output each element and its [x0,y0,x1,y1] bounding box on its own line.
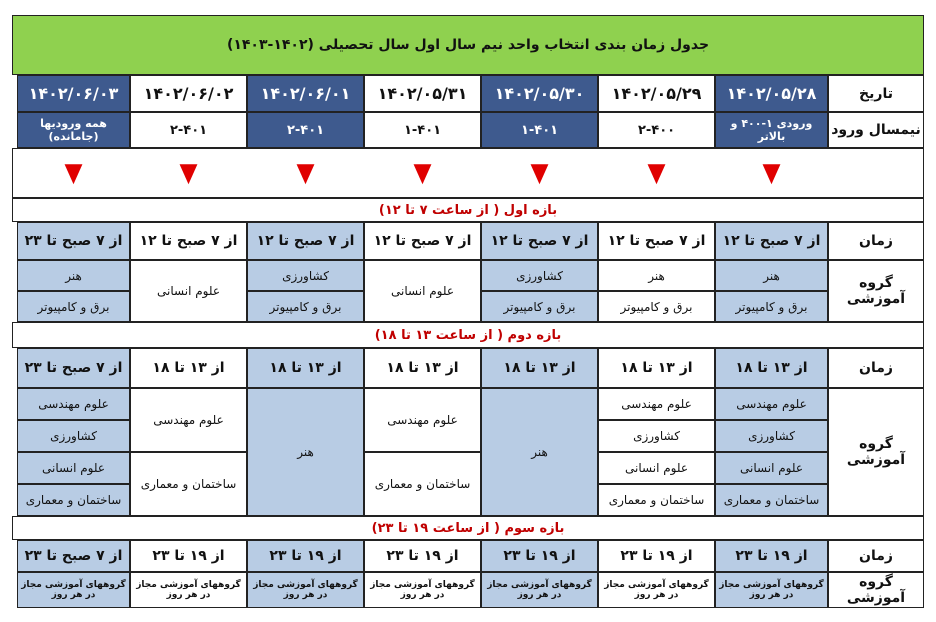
group-item: کشاورزی [598,420,715,452]
row-label-time: زمان [828,540,924,572]
group-item: کشاورزی [481,260,598,291]
group-item: گروههای آموزشی مجاز در هر روز [130,572,247,608]
group-item: برق و کامپیوتر [715,291,828,322]
group-item: ساختمان و معماری [130,452,247,516]
group-item: علوم انسانی [598,452,715,484]
time-cell: از ۱۳ تا ۱۸ [715,348,828,388]
time-cell: از ۱۳ تا ۱۸ [364,348,481,388]
group-item: علوم انسانی [17,452,130,484]
group-item: علوم مهندسی [715,388,828,420]
time-cell: از ۷ صبح تا ۱۲ [130,222,247,260]
group-item: هنر [481,388,598,516]
time-cell: از ۱۹ تا ۲۳ [247,540,364,572]
group-item: ساختمان و معماری [364,452,481,516]
group-item: علوم مهندسی [130,388,247,452]
time-cell: از ۱۹ تا ۲۳ [715,540,828,572]
entry-cell: ۱-۴۰۱ [364,112,481,148]
group-item: برق و کامپیوتر [481,291,598,322]
date-cell: ۱۴۰۲/۰۵/۳۰ [481,75,598,112]
row-label-group: گروه آموزشی [828,388,924,516]
time-cell: از ۱۳ تا ۱۸ [130,348,247,388]
group-item: گروههای آموزشی مجاز در هر روز [481,572,598,608]
time-cell: از ۱۳ تا ۱۸ [481,348,598,388]
entry-cell: ورودی ۱-۴۰۰ و بالاتر [715,112,828,148]
group-item: برق و کامپیوتر [247,291,364,322]
down-arrow-icon: ▼ [413,158,432,188]
group-item: علوم مهندسی [598,388,715,420]
band1-title: بازه اول ( از ساعت ۷ تا ۱۲) [12,198,924,222]
group-item: ساختمان و معماری [17,484,130,516]
group-item: گروههای آموزشی مجاز در هر روز [364,572,481,608]
row-label-time: زمان [828,222,924,260]
band2-title: بازه دوم ( از ساعت ۱۳ تا ۱۸) [12,322,924,348]
time-cell: از ۷ صبح تا ۱۲ [364,222,481,260]
time-cell: از ۱۳ تا ۱۸ [598,348,715,388]
entry-cell: همه ورودیها (جامانده) [17,112,130,148]
down-arrow-icon: ▼ [530,158,549,188]
group-item: هنر [598,260,715,291]
group-item: هنر [715,260,828,291]
date-cell: ۱۴۰۲/۰۵/۳۱ [364,75,481,112]
group-item: کشاورزی [247,260,364,291]
row-label-group: گروه آموزشی [828,260,924,322]
entry-cell: ۲-۴۰۱ [130,112,247,148]
down-arrow-icon: ▼ [647,158,666,188]
group-item: برق و کامپیوتر [17,291,130,322]
down-arrow-icon: ▼ [64,158,83,188]
date-cell: ۱۴۰۲/۰۶/۰۱ [247,75,364,112]
row-label-group: گروه آموزشی [828,572,924,608]
group-item: گروههای آموزشی مجاز در هر روز [715,572,828,608]
page-title: جدول زمان بندی انتخاب واحد نیم سال اول سال تحصیلی (۱۴۰۲-۱۴۰۳) [12,15,924,75]
group-item: علوم مهندسی [364,388,481,452]
group-item: علوم انسانی [364,260,481,322]
date-cell: ۱۴۰۲/۰۶/۰۳ [17,75,130,112]
group-item: علوم مهندسی [17,388,130,420]
down-arrow-icon: ▼ [762,158,781,188]
time-cell: از ۷ صبح تا ۲۳ [17,348,130,388]
entry-cell: ۲-۴۰۱ [247,112,364,148]
time-cell: از ۷ صبح تا ۱۲ [598,222,715,260]
group-item: کشاورزی [17,420,130,452]
time-cell: از ۷ صبح تا ۱۲ [715,222,828,260]
group-item: کشاورزی [715,420,828,452]
group-item: گروههای آموزشی مجاز در هر روز [247,572,364,608]
time-cell: از ۱۳ تا ۱۸ [247,348,364,388]
down-arrow-icon: ▼ [296,158,315,188]
date-cell: ۱۴۰۲/۰۵/۲۹ [598,75,715,112]
band3-title: بازه سوم ( از ساعت ۱۹ تا ۲۳) [12,516,924,540]
time-cell: از ۱۹ تا ۲۳ [130,540,247,572]
group-item: هنر [247,388,364,516]
group-item: علوم انسانی [715,452,828,484]
group-item: علوم انسانی [130,260,247,322]
row-label-date: تاریخ [828,75,924,112]
time-cell: از ۷ صبح تا ۱۲ [247,222,364,260]
date-cell: ۱۴۰۲/۰۵/۲۸ [715,75,828,112]
row-label-time: زمان [828,348,924,388]
group-item: هنر [17,260,130,291]
group-item: برق و کامپیوتر [598,291,715,322]
entry-cell: ۱-۴۰۱ [481,112,598,148]
row-label-entry: نیمسال ورود [828,112,924,148]
group-item: ساختمان و معماری [715,484,828,516]
time-cell: از ۱۹ تا ۲۳ [364,540,481,572]
time-cell: از ۱۹ تا ۲۳ [598,540,715,572]
group-item: گروههای آموزشی مجاز در هر روز [598,572,715,608]
entry-cell: ۲-۴۰۰ [598,112,715,148]
time-cell: از ۷ صبح تا ۲۳ [17,222,130,260]
group-item: ساختمان و معماری [598,484,715,516]
down-arrow-icon: ▼ [179,158,198,188]
time-cell: از ۱۹ تا ۲۳ [481,540,598,572]
time-cell: از ۷ صبح تا ۲۳ [17,540,130,572]
group-item: گروههای آموزشی مجاز در هر روز [17,572,130,608]
time-cell: از ۷ صبح تا ۱۲ [481,222,598,260]
date-cell: ۱۴۰۲/۰۶/۰۲ [130,75,247,112]
